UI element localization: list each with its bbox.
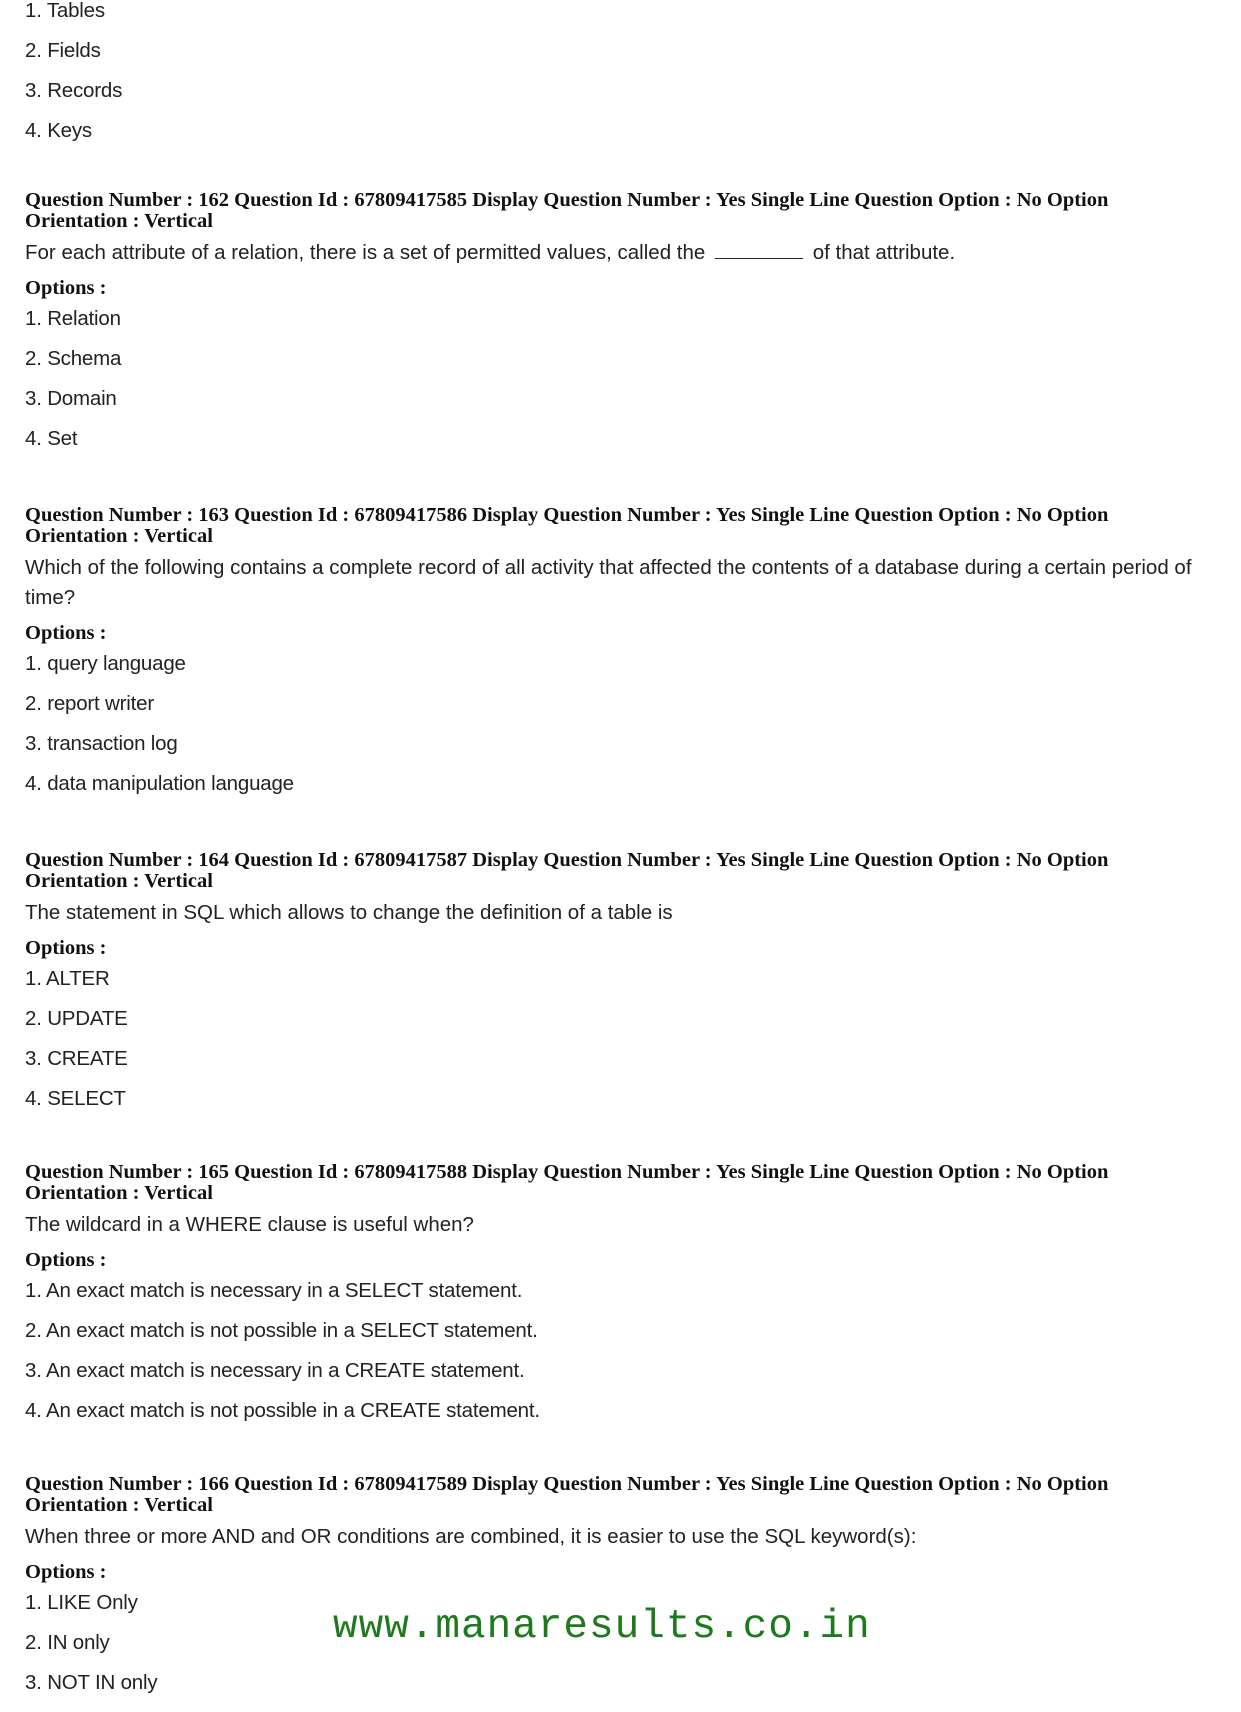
option-item: 4. An exact match is not possible in a CREATE statement. bbox=[25, 1399, 540, 1422]
question-header bbox=[25, 850, 1220, 892]
question-header-line2: Orientation : Vertical bbox=[25, 1494, 213, 1516]
options-label: Options : bbox=[25, 1249, 107, 1271]
question-text: Which of the following contains a complete record of all activity that affected the contents of a database during a certain period of time? bbox=[25, 556, 1192, 609]
option-item: 3. Domain bbox=[25, 387, 117, 410]
option-item: 2. An exact match is not possible in a SELECT statement. bbox=[25, 1319, 538, 1342]
question-header bbox=[25, 190, 1220, 232]
option-item: 4. Set bbox=[25, 427, 78, 450]
question-165 bbox=[25, 1162, 1220, 1440]
option-item: 3. Records bbox=[25, 79, 123, 102]
question-header-line1: Question Number : 166 Question Id : 67809417589 Display Question Number : Yes Single Line Question Option : No Option bbox=[25, 1473, 1109, 1495]
question-header bbox=[25, 1474, 1220, 1516]
option-item: 3. NOT IN only bbox=[25, 1671, 158, 1694]
option-item: 1. Relation bbox=[25, 307, 121, 330]
question-166 bbox=[25, 1474, 1220, 1712]
option-item: 2. IN only bbox=[25, 1631, 110, 1654]
option-item: 3. transaction log bbox=[25, 732, 178, 755]
option-item: 2. Fields bbox=[25, 39, 101, 62]
option-item: 2. Schema bbox=[25, 347, 122, 370]
options-label: Options : bbox=[25, 277, 107, 299]
question-text: The wildcard in a WHERE clause is useful when? bbox=[25, 1213, 474, 1236]
question-header-line2: Orientation : Vertical bbox=[25, 870, 213, 892]
option-item: 2. report writer bbox=[25, 692, 154, 715]
fill-in-blank bbox=[715, 240, 803, 259]
question-163 bbox=[25, 505, 1220, 813]
options-label: Options : bbox=[25, 1561, 107, 1583]
previous-question-options bbox=[25, 0, 1220, 160]
option-item: 1. Tables bbox=[25, 0, 105, 22]
question-text: The statement in SQL which allows to change the definition of a table is bbox=[25, 901, 673, 924]
question-header-line1: Question Number : 162 Question Id : 67809417585 Display Question Number : Yes Single Line Question Option : No Option bbox=[25, 189, 1109, 211]
question-header bbox=[25, 505, 1220, 547]
option-item: 1. An exact match is necessary in a SELECT statement. bbox=[25, 1279, 523, 1302]
options-label: Options : bbox=[25, 937, 107, 959]
option-item: 2. UPDATE bbox=[25, 1007, 128, 1030]
question-header-line2: Orientation : Vertical bbox=[25, 525, 213, 547]
option-item: 3. An exact match is necessary in a CREATE statement. bbox=[25, 1359, 525, 1382]
question-164 bbox=[25, 850, 1220, 1128]
option-item: 1. query language bbox=[25, 652, 186, 675]
question-header-line1: Question Number : 164 Question Id : 67809417587 Display Question Number : Yes Single Line Question Option : No Option bbox=[25, 849, 1109, 871]
option-item: 4. data manipulation language bbox=[25, 772, 294, 795]
question-text-before-blank: For each attribute of a relation, there is a set of permitted values, called the bbox=[25, 241, 706, 264]
option-item: 4. Keys bbox=[25, 119, 92, 142]
option-item: 1. LIKE Only bbox=[25, 1591, 138, 1614]
question-header-line1: Question Number : 165 Question Id : 67809417588 Display Question Number : Yes Single Line Question Option : No Option bbox=[25, 1161, 1109, 1183]
question-text bbox=[25, 238, 1220, 268]
option-item: 4. SELECT bbox=[25, 1087, 126, 1110]
question-header bbox=[25, 1162, 1220, 1204]
question-header-line2: Orientation : Vertical bbox=[25, 1182, 213, 1204]
question-header-line2: Orientation : Vertical bbox=[25, 210, 213, 232]
option-item: 1. ALTER bbox=[25, 967, 110, 990]
options-label: Options : bbox=[25, 622, 107, 644]
watermark-url: www.manaresults.co.in bbox=[333, 1604, 871, 1650]
option-item: 3. CREATE bbox=[25, 1047, 128, 1070]
question-text: When three or more AND and OR conditions are combined, it is easier to use the SQL keyword(s): bbox=[25, 1525, 917, 1548]
question-header-line1: Question Number : 163 Question Id : 67809417586 Display Question Number : Yes Single Line Question Option : No Option bbox=[25, 504, 1109, 526]
question-162 bbox=[25, 190, 1220, 468]
question-text-after-blank: of that attribute. bbox=[812, 241, 956, 264]
